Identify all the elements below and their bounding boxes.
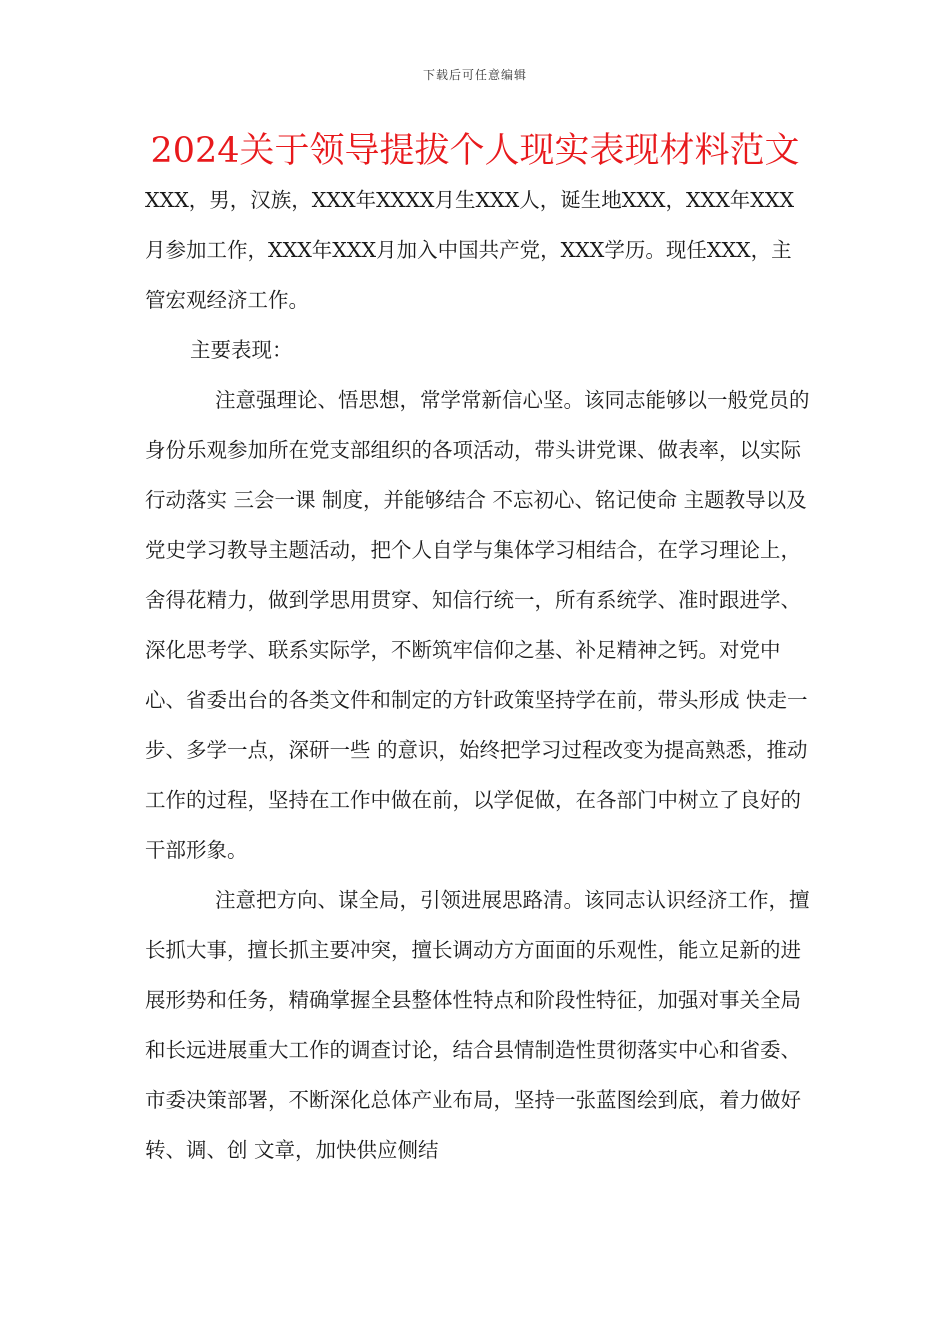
paragraph-main-performance-label: 主要表现： xyxy=(190,338,293,362)
paragraph-intro: XXX，男，汉族，XXX年XXXX月生XXX人，诞生地XXX，XXX年XXX月参加工作，XXX年XXX月加入中国共产党，XXX学历。现任XXX，主管宏观经济工作。 xyxy=(145,188,795,312)
document-title: 2024关于领导提拔个人现实表现材料范文 xyxy=(150,131,800,171)
paragraph-direction-overall: 注意把方向、谋全局，引领进展思路清。该同志认识经济工作，擅长抓大事，擅长抓主要冲突，擅长调动方方面面的乐观性，能立足新的进展形势和任务，精确掌握全县整体性特点和阶段性特征，加强对事关全局和长远进展重大工作的调查讨论，结合县情制造性贯彻落实中心和省委、市委决策部署，不断深化总体产业布局，坚持一张蓝图绘到底，着力做好 转、调、创 文章，加快供应侧结 xyxy=(145,888,810,1162)
header-note: 下载后可任意编辑 xyxy=(422,68,527,82)
document-body xyxy=(145,175,810,1175)
paragraph-theory-study: 注意强理论、悟思想，常学常新信心坚。该同志能够以一般党员的身份乐观参加所在党支部组织的各项活动，带头讲党课、做表率，以实际行动落实 三会一课 制度，并能够结合 不忘初心、铭记使命 主题教导以及党史学习教导主题活动，把个人自学与集体学习相结合，在学习理论上，舍得花精力，做到学思用贯穿、知信行统一，所有系统学、准时跟进学、深化思考学、联系实际学，不断筑牢信仰之基、补足精神之钙。对党中心、省委出台的各类文件和制定的方针政策坚持学在前，带头形成 快走一步、多学一点，深研一些 的意识，始终把学习过程改变为提高熟悉，推动工作的过程，坚持在工作中做在前，以学促做，在各部门中树立了良好的干部形象。 xyxy=(145,388,810,862)
